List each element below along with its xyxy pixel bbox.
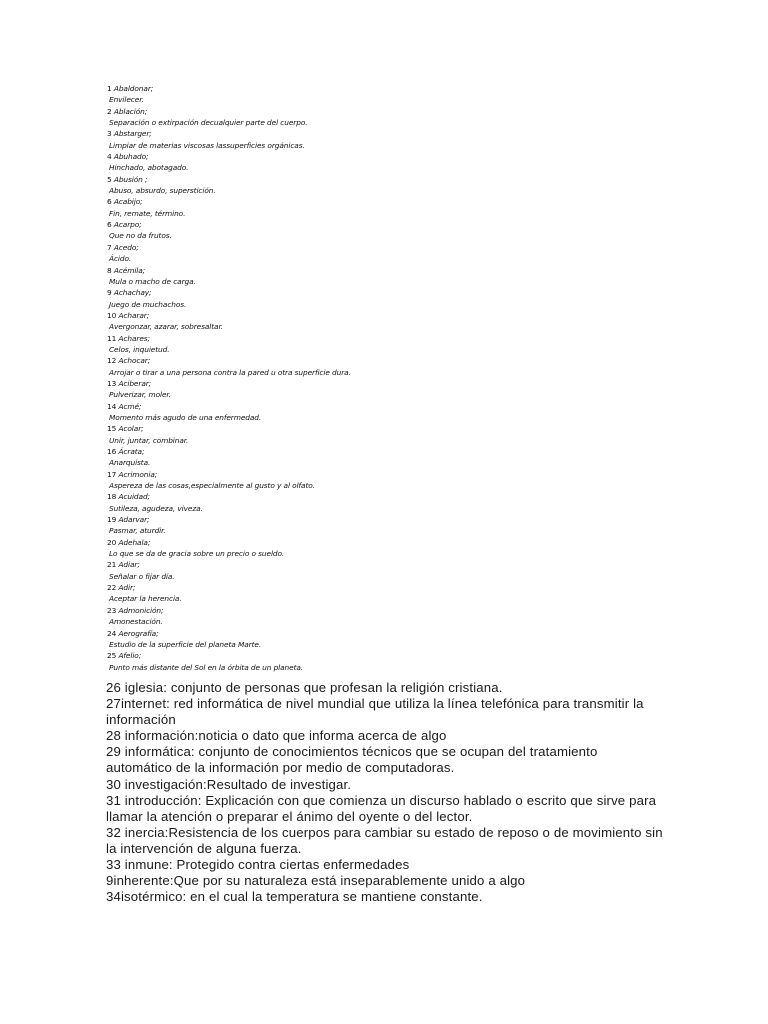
entry-term: Abaldonar; [113,84,154,93]
entry-number: 2 [107,106,112,116]
entry-definition: Hinchado, abotagado. [109,163,189,173]
entry-number: 12 [107,356,117,366]
glossary-term-row [107,310,667,321]
glossary-term-row [107,559,667,570]
entry-definition: Juego de muchachos. [109,299,187,309]
entry-term: Aciberar; [118,378,152,388]
entry-number: 17 [107,469,117,479]
entry-number: 16 [107,447,117,456]
entry-definition: Fin, remate, término. [109,208,186,218]
glossary-term-row [107,628,667,639]
entry-definition: Aceptar la herencia. [109,594,182,604]
glossary-term-row [107,469,667,480]
glossary-list-small [107,83,667,673]
entry-number: 5 [107,174,112,184]
entry-number: 9 [107,288,112,298]
entry-definition: Aspereza de las cosas,especialmente al gusto y al olfato. [109,481,315,491]
glossary-entry: 29 informática: conjunto de conocimientos técnicos que se ocupan del tratamiento automático de la información por medio de computadoras. [106,744,598,776]
entry-definition: Avergonzar, azarar, sobresaltar. [109,322,223,332]
entry-term: Achares; [118,333,150,343]
entry-definition: Sutileza, agudeza, viveza. [109,503,203,513]
entry-number: 3 [107,129,112,139]
entry-number: 24 [107,628,117,638]
entry-definition: Envilecer. [109,95,144,105]
entry-term: Acharar; [118,310,150,320]
entry-number: 25 [107,651,117,661]
glossary-entry: 34isotérmico: en el cual la temperatura se mantiene constante. [106,889,483,905]
entry-term: Admonición; [118,605,164,615]
entry-definition: Abuso, absurdo, superstición. [109,186,216,196]
glossary-entry: 9inherente:Que por su naturaleza está inseparablemente unido a algo [106,873,526,889]
entry-number: 6 [107,220,112,230]
glossary-term-row [107,355,667,366]
entry-number: 7 [107,242,112,252]
glossary-term-row [107,491,667,502]
entry-definition: Pasmar, aturdir. [109,526,166,536]
glossary-entry: 31 introducción: Explicación con que comienza un discurso hablado o escrito que sirve para llamar la atención o preparar el ánimo del oyente o del lector. [106,792,657,824]
entry-term: Abuhado; [113,152,149,162]
entry-number: 13 [107,378,117,388]
entry-term: Adiar; [118,560,140,570]
entry-term: Acarpo; [113,220,142,230]
entry-definition: Anarquista. [109,458,151,468]
entry-definition: Limpiar de materias viscosas lassuperficies orgánicas. [109,140,305,150]
entry-definition: Lo que se da de gracia sobre un precio o sueldo. [109,549,285,559]
entry-definition: Unir, juntar, combinar. [109,435,189,445]
glossary-term-row [107,83,667,94]
glossary-entry: 33 inmune: Protegido contra ciertas enfermedades [106,857,410,873]
entry-term: Abstarger; [113,129,152,139]
entry-number: 15 [107,424,117,434]
entry-term: Aerografía; [118,628,159,638]
glossary-term-row [107,333,667,344]
entry-number: 6 [107,197,112,207]
entry-number: 22 [107,583,117,593]
glossary-list-large [106,680,666,905]
glossary-term-row [107,265,667,276]
glossary-term-row [107,128,667,139]
glossary-term-row [107,196,667,207]
glossary-entry: 30 investigación:Resultado de investigar. [106,776,352,792]
entry-term: Acémila; [113,265,146,275]
entry-definition: Arrojar o tirar a una persona contra la pared u otra superficie dura. [109,367,351,377]
entry-definition: Mula o macho de carga. [109,276,196,286]
entry-definition: Momento más agudo de una enfermedad. [109,412,262,422]
entry-number: 23 [107,605,117,615]
glossary-term-row [107,605,667,616]
entry-term: Ácrata; [118,447,145,456]
entry-term: Acabijo; [113,197,143,207]
entry-term: Achachay; [113,288,152,298]
glossary-term-row [107,174,667,185]
entry-number: 4 [107,152,112,162]
entry-term: Acrimonia; [118,469,158,479]
entry-term: Adarvar; [118,515,150,525]
entry-definition: Que no da frutos. [109,231,172,241]
glossary-term-row [107,446,667,457]
entry-definition: Estudio de la superficie del planeta Marte. [109,639,262,649]
glossary-term-row [107,650,667,661]
entry-term: Afelio; [118,651,142,661]
entry-number: 10 [107,310,117,320]
entry-number: 19 [107,515,117,525]
entry-definition: Pulverizar, moler. [109,390,171,400]
glossary-term-row [107,423,667,434]
entry-number: 18 [107,492,117,502]
entry-term: Abusión ; [113,174,148,184]
entry-number: 14 [107,401,117,411]
entry-number: 8 [107,265,112,275]
glossary-entry: 26 iglesia: conjunto de personas que profesan la religión cristiana. [106,680,503,695]
entry-definition: Ácido. [109,254,132,264]
glossary-term-row [107,514,667,525]
entry-number: 20 [107,537,117,547]
entry-term: Ablación; [113,106,148,116]
entry-definition: Celos, inquietud. [109,344,170,354]
glossary-term-row [107,219,667,230]
glossary-term-row [107,401,667,412]
entry-term: Acmé; [118,401,142,411]
entry-term: Achocar; [118,356,151,366]
entry-number: 1 [107,84,112,93]
entry-definition: Separación o extirpación decualquier parte del cuerpo. [109,118,308,128]
entry-number: 11 [107,333,117,343]
entry-term: Acolar; [118,424,144,434]
entry-definition: Señalar o fijar día. [109,571,175,581]
entry-term: Acuidad; [118,492,150,502]
entry-term: Adehala; [118,537,151,547]
entry-number: 21 [107,560,117,570]
entry-definition: Punto más distante del Sol en la órbita de un planeta. [109,662,304,672]
glossary-term-row [107,151,667,162]
glossary-entry: 27internet: red informática de nivel mundial que utiliza la línea telefónica para transmitir la información [106,696,644,728]
entry-definition: Amonestación. [109,617,163,627]
glossary-term-row [107,106,667,117]
glossary-term-row [107,582,667,593]
entry-term: Adir; [118,583,136,593]
glossary-term-row [107,242,667,253]
glossary-term-row [107,378,667,389]
glossary-entry: 28 información:noticia o dato que informa acerca de algo [106,728,447,744]
entry-term: Acedo; [113,242,139,252]
glossary-term-row [107,287,667,298]
glossary-term-row [107,537,667,548]
glossary-entry: 32 inercia:Resistencia de los cuerpos para cambiar su estado de reposo o de movimiento sin la intervención de alguna fuerza. [106,824,663,856]
